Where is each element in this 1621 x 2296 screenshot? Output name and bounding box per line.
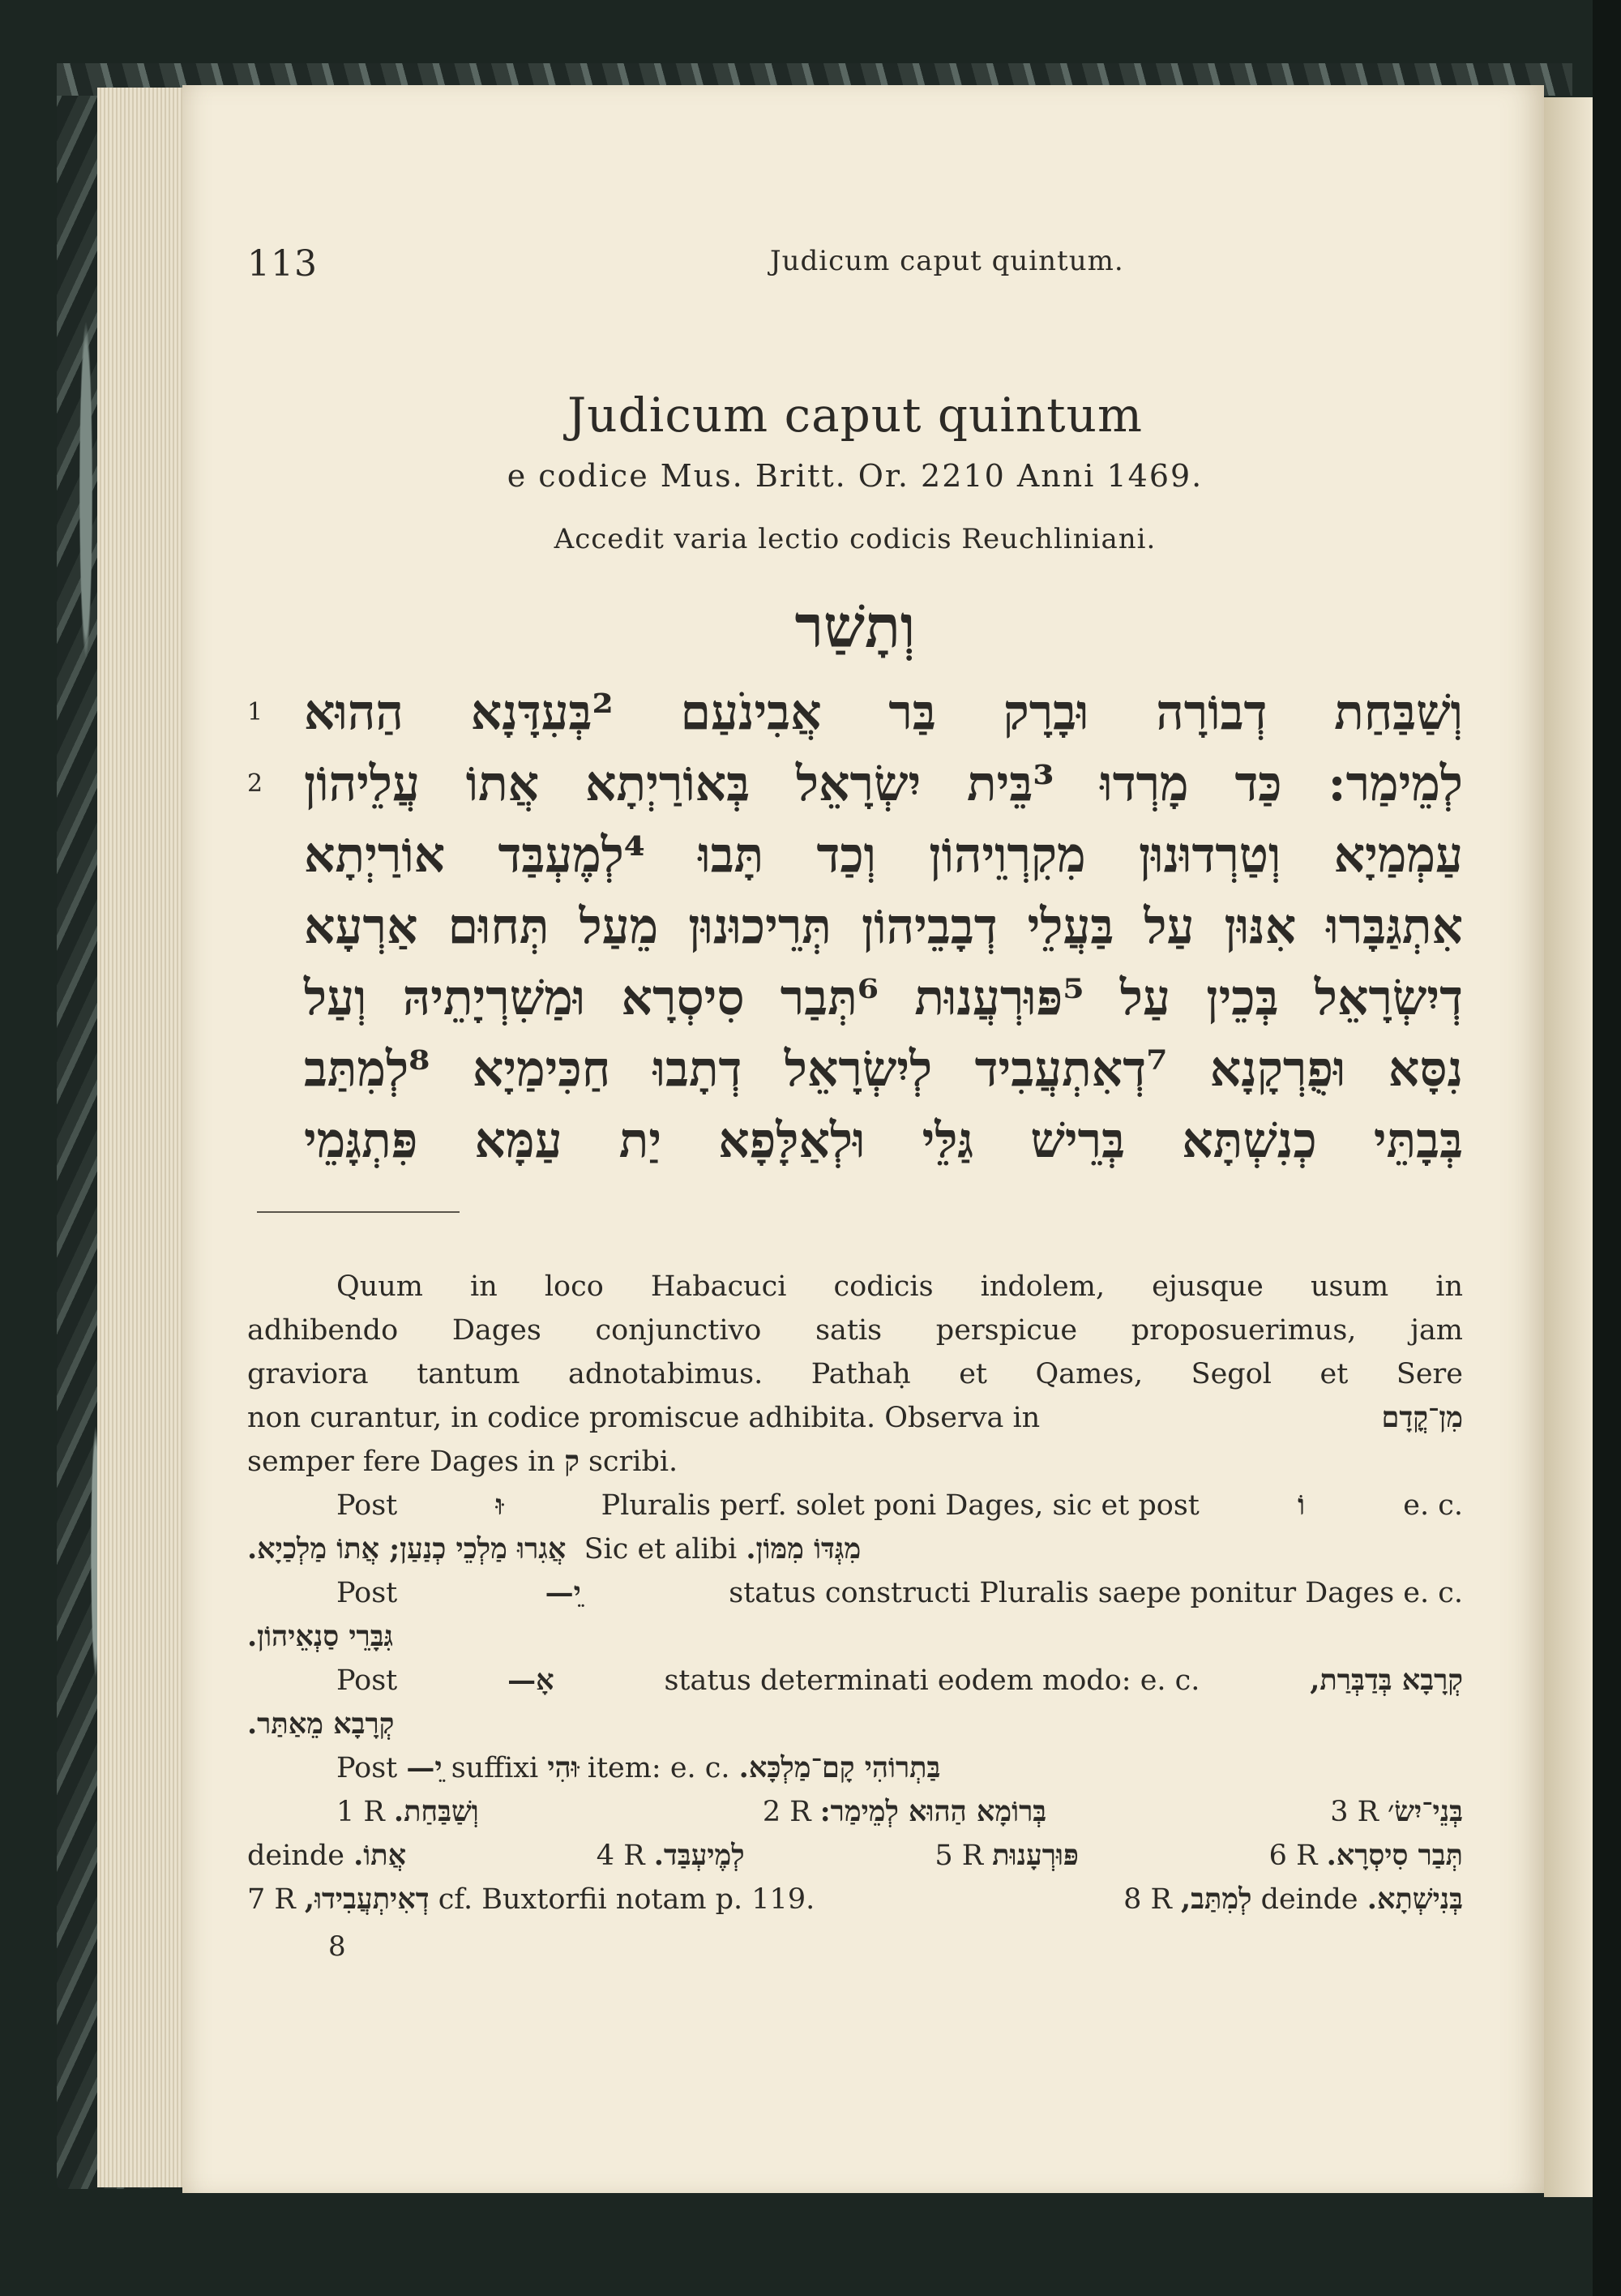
note-text: e. c. bbox=[1403, 1489, 1463, 1522]
variant-item bbox=[1330, 1790, 1463, 1834]
variant-line bbox=[247, 1790, 1463, 1834]
hebrew-term: ֵי— bbox=[406, 1751, 443, 1784]
facing-page-edge bbox=[1544, 97, 1593, 2197]
background-edge bbox=[1593, 0, 1621, 2296]
verse-line bbox=[247, 748, 1463, 820]
note-text: Post bbox=[336, 1577, 398, 1609]
hebrew-term: ּוּ bbox=[495, 1489, 503, 1522]
hebrew-term: בְּרוֹמָא הַהוּא לְמֵימַר: bbox=[819, 1795, 1047, 1828]
hebrew-term: בְּנִישְׁתָא. bbox=[1367, 1883, 1463, 1916]
variant-item bbox=[763, 1790, 1046, 1834]
note-line: Quum in loco Habacuci codicis indolem, ejusque usum in bbox=[336, 1270, 1463, 1303]
note-text: scribi. bbox=[588, 1446, 678, 1478]
hebrew-term: אֲגִרוּ מַלְכֵי כְנַעַן; אֲתוֹ מַלְכַיָא. bbox=[247, 1532, 567, 1566]
chapter-title: Judicum caput quintum bbox=[567, 388, 1143, 443]
note-text: item: e. c. bbox=[587, 1752, 730, 1784]
variant-label: 5 R bbox=[935, 1840, 984, 1872]
variant-item bbox=[247, 1878, 815, 1921]
verse-number: 2 bbox=[247, 769, 263, 798]
verse-line bbox=[247, 1105, 1463, 1176]
variant-label: 4 R bbox=[596, 1840, 645, 1872]
verse-number: 1 bbox=[247, 698, 263, 726]
variant-source: Accedit varia lectio codicis Reuchliniani. bbox=[554, 523, 1157, 555]
hebrew-term: אֲתוֹ. bbox=[353, 1839, 407, 1872]
verse-text: וְשַׁבַּחַת דְבוֹרָה וּבָרָק בַּר אֲבִינֹעַם ²בְּעִדָּנָא הַהוּא bbox=[304, 684, 1463, 741]
hebrew-term: לְמִתַּב, bbox=[1180, 1883, 1252, 1916]
verse-text: דְיִשְׂרָאֵל בְּכֵין עַל ⁵פּוּרְעֲנוּת ⁶תְּבַר סִיסְרָא וּמַשִׁרְיָתֵיהּ וְעַל bbox=[304, 970, 1463, 1026]
hebrew-term: קְרָבָא מֵאַתַּר. bbox=[247, 1707, 395, 1741]
hebrew-term: אָ— bbox=[507, 1664, 554, 1697]
signature-mark: 8 bbox=[328, 1930, 346, 1963]
variant-label: 2 R bbox=[762, 1796, 811, 1828]
verse-text: נִסָּא וּפֻרְקָנָא ⁷דְאִתְעֲבִיד לְיִשְׂרָאֵל דְתָבוּ חַכִּימַיָא ⁸לְמִתַּב bbox=[304, 1041, 1463, 1098]
note-text: Pluralis perf. solet poni Dages, sic et post bbox=[601, 1489, 1200, 1522]
hebrew-term: גִּבָּרֵי סַנְאֵיהוֹן. bbox=[247, 1620, 394, 1653]
note-line: graviora tantum adnotabimus. Pathaḥ et Qames, Segol et Sere bbox=[247, 1358, 1463, 1390]
note-text: non curantur, in codice promiscue adhibita. Observa in bbox=[247, 1402, 1041, 1434]
note-text: Post bbox=[336, 1489, 398, 1522]
note-line: adhibendo Dages conjunctivo satis perspicue proposuerimus, jam bbox=[247, 1314, 1463, 1347]
footnotes bbox=[247, 1265, 1463, 1968]
page-number: 113 bbox=[247, 243, 318, 285]
variant-item bbox=[1269, 1834, 1463, 1878]
variant-label: 3 R bbox=[1330, 1796, 1379, 1828]
variant-label: deinde bbox=[247, 1840, 344, 1872]
hebrew-term: תְּבַר סִיסְרָא. bbox=[1326, 1839, 1463, 1872]
note-line bbox=[247, 1571, 1463, 1615]
verse-line bbox=[247, 677, 1463, 748]
note-text: status determinati eodem modo: e. c. bbox=[664, 1664, 1200, 1697]
verse-text: עַמְמַיָא וְטַרְדוּנוּן מִקִרְוֵיהוֹן וְכַד תָּבוּ ⁴לְמֶעְבַּד אוֹרַיְתָא bbox=[304, 827, 1463, 884]
hebrew-term: בַּתְרוֹהִי קָם־מַלְכָּא. bbox=[738, 1751, 941, 1784]
note-text: status constructi Pluralis saepe ponitur Dages e. c. bbox=[729, 1577, 1463, 1609]
variant-label: deinde bbox=[1260, 1883, 1358, 1916]
hebrew-term: קְרָבָא בְּדַבְּרַת, bbox=[1310, 1664, 1463, 1697]
note-line bbox=[247, 1659, 1463, 1703]
verse-text: בְּבָתֵּי כְנִשְׁתָּא בְּרֵישׁ גַּלֵּי וּלְאַלָּפָא יַת עַמָּא פִּתְגָּמֵי bbox=[304, 1112, 1463, 1169]
hebrew-heading: וְתָשַׁר bbox=[794, 592, 916, 661]
hebrew-term: ּוּהִי bbox=[547, 1751, 579, 1784]
note-line bbox=[247, 1703, 1463, 1746]
note-line bbox=[247, 1396, 1463, 1440]
aramaic-text bbox=[247, 677, 1463, 1176]
variant-item bbox=[597, 1834, 745, 1878]
note-line bbox=[247, 1615, 1463, 1659]
variant-line bbox=[247, 1878, 1463, 1921]
variant-item bbox=[336, 1790, 479, 1834]
hebrew-term: ק bbox=[564, 1445, 580, 1478]
hebrew-term: ֵי— bbox=[545, 1576, 581, 1609]
note-line bbox=[247, 1746, 1463, 1790]
running-title: Judicum caput quintum. bbox=[770, 245, 1124, 277]
variant-label: 8 R bbox=[1123, 1883, 1172, 1916]
variant-label: cf. Buxtorfii notam p. 119. bbox=[438, 1883, 815, 1916]
page-edges bbox=[97, 88, 195, 2187]
verse-line bbox=[247, 820, 1463, 891]
codex-source: e codice Mus. Britt. Or. 2210 Anni 1469. bbox=[507, 458, 1204, 494]
variant-label: 6 R bbox=[1268, 1840, 1318, 1872]
hebrew-term: וְשַׁבַּחַת. bbox=[393, 1795, 479, 1828]
note-line bbox=[247, 1527, 1463, 1571]
verse-text: לְמֵימַר: כַּד מָרְדוּ ³בֵּית יִשְׂרָאֵל בְּאוֹרַיְתָא אֲתוֹ עֲלֵיהוֹן bbox=[304, 756, 1463, 812]
variant-label: 1 R bbox=[336, 1796, 385, 1828]
hebrew-term: מִגְּדּוֹ מִמּוֹן. bbox=[746, 1532, 862, 1566]
verse-line bbox=[247, 962, 1463, 1034]
variant-line bbox=[247, 1834, 1463, 1878]
variant-item bbox=[247, 1834, 406, 1878]
note-text: Sic et alibi bbox=[584, 1533, 738, 1566]
note-line bbox=[247, 1440, 1463, 1484]
note-text: suffixi bbox=[451, 1752, 539, 1784]
running-head bbox=[247, 243, 1463, 292]
note-text: Post bbox=[336, 1664, 398, 1697]
note-text: semper fere Dages in bbox=[247, 1446, 555, 1478]
hebrew-term: פּוּרְעָנוּת bbox=[992, 1839, 1079, 1872]
verse-text: אִתְגַּבָּרוּ אִנּוּן עַל בַּעֲלֵי דְבָבֵיהוֹן תְּרֵיכוּנוּן מֵעַל תְּחוּם אַרְעָא bbox=[304, 898, 1463, 955]
hebrew-term: לְמֶיעְבַּד. bbox=[653, 1839, 745, 1872]
note-line bbox=[247, 1484, 1463, 1527]
variant-item bbox=[935, 1834, 1079, 1878]
variant-item bbox=[1123, 1878, 1463, 1921]
verse-line bbox=[247, 891, 1463, 962]
hebrew-term: מִן־קֳדָם bbox=[1381, 1401, 1463, 1434]
footnote-rule bbox=[257, 1211, 460, 1213]
verse-line bbox=[247, 1034, 1463, 1105]
hebrew-term: בְּנֵי־יִשׂ׳ bbox=[1388, 1795, 1463, 1828]
variant-label: 7 R bbox=[247, 1883, 296, 1916]
note-text: Post bbox=[336, 1752, 398, 1784]
hebrew-term: דְאִיתְעֲבִידוּ, bbox=[304, 1883, 430, 1916]
hebrew-term: וֹ bbox=[1298, 1489, 1306, 1522]
